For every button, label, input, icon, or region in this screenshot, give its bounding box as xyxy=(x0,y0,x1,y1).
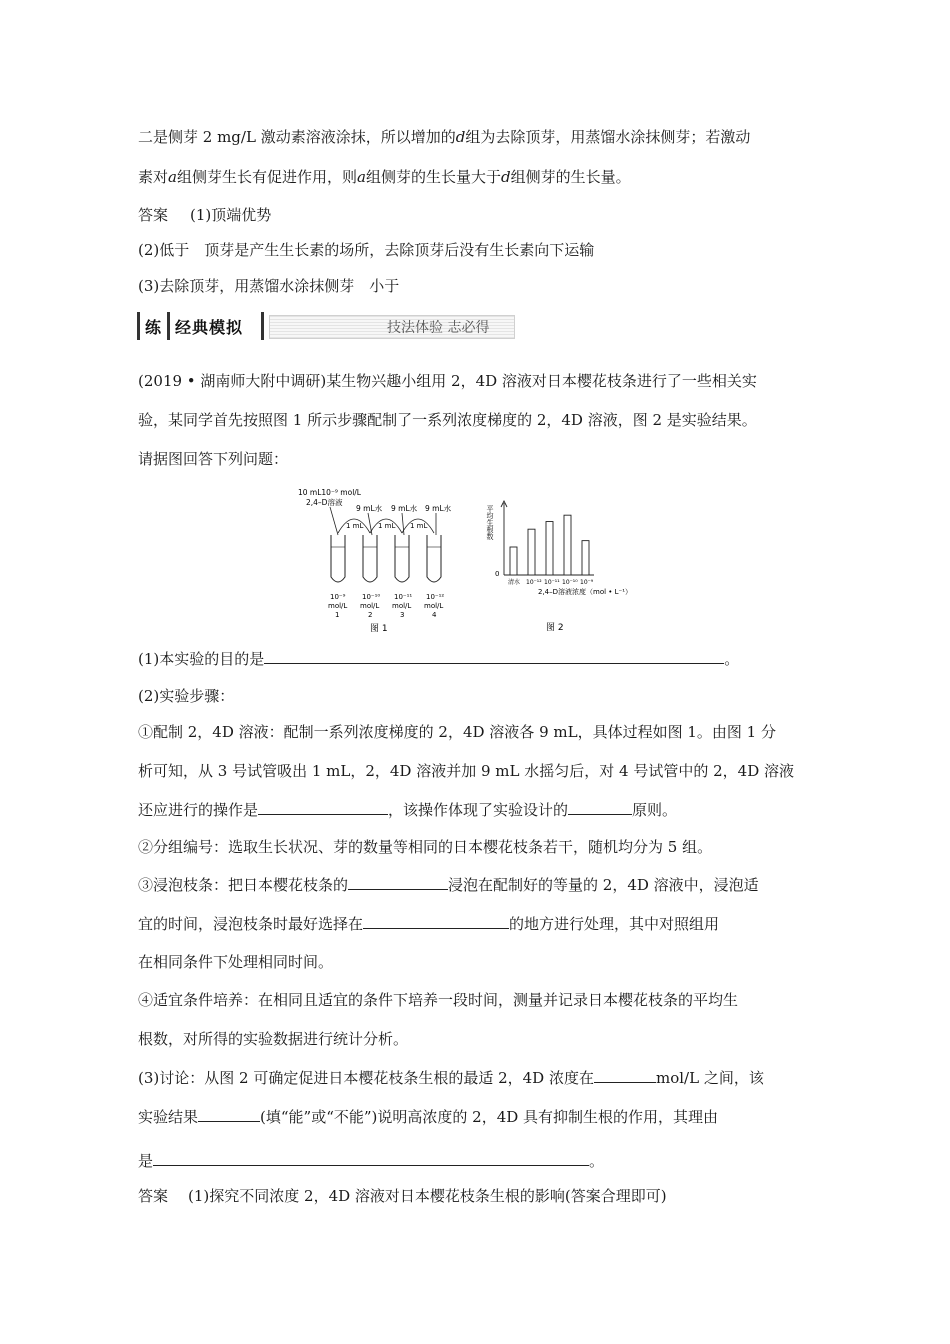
para1-line1 xyxy=(138,127,750,147)
text: (3)讨论：从图 2 可确定促进日本樱花枝条生根的最适 2，4D 浓度在 xyxy=(138,1069,594,1087)
text: 。 xyxy=(589,1152,605,1170)
fig1-top-label2: 2,4–D溶液 xyxy=(306,498,343,507)
chart-bar xyxy=(582,541,589,575)
q2-line: (2)实验步骤： xyxy=(138,687,235,705)
fig1-water-label: 9 mL水 xyxy=(391,504,418,513)
step1-line1: ①配制 2，4D 溶液：配制一系列浓度梯度的 2，4D 溶液各 9 mL，具体过程如图 1。由图 1 分 xyxy=(138,723,776,741)
text: 组侧芽生长有促进作用，则 xyxy=(176,168,357,186)
banner-divider xyxy=(261,312,264,340)
tube3-number: 3 xyxy=(400,611,405,619)
chart-tick-label: 10⁻¹⁰ xyxy=(562,579,578,586)
chart-y-label: 平均生根数 xyxy=(486,505,494,540)
answer1-line3: (3)去除顶芽，用蒸馏水涂抹侧芽 小于 xyxy=(138,277,400,295)
step4-line2: 根数，对所得的实验数据进行统计分析。 xyxy=(138,1030,409,1048)
chart-bar xyxy=(510,547,517,575)
tube2-conc: 10⁻¹⁰ xyxy=(362,593,381,601)
text: 。 xyxy=(724,650,740,668)
q3-line3 xyxy=(138,1150,604,1171)
figure2-bar-chart xyxy=(486,495,666,635)
text: 素对 xyxy=(138,168,169,186)
banner-divider xyxy=(137,312,140,340)
step1-line3 xyxy=(138,799,677,820)
question-line2: 验，某同学首先按照图 1 所示步骤配制了一系列浓度梯度的 2，4D 溶液，图 2 是实验结果。 xyxy=(138,411,757,429)
tube2-unit: mol/L xyxy=(360,602,380,610)
text: 实验结果 xyxy=(138,1108,199,1126)
tube3-conc: 10⁻¹¹ xyxy=(394,593,413,601)
text: 的地方进行处理，其中对照组用 xyxy=(509,915,720,933)
var-d: d xyxy=(500,168,511,186)
figure2-caption: 图 2 xyxy=(546,623,564,633)
text: 原则。 xyxy=(632,801,678,819)
var-a: a xyxy=(168,168,177,186)
step2-line: ②分组编号：选取生长状况、芽的数量等相同的日本樱花枝条若干，随机均分为 5 组。 xyxy=(138,838,713,856)
text: 组侧芽的生长量。 xyxy=(510,168,631,186)
para1-line2 xyxy=(138,167,631,187)
tube1-conc: 10⁻⁹ xyxy=(330,593,346,601)
q3-line2 xyxy=(138,1106,718,1127)
figure1-diagram xyxy=(290,485,470,635)
step3-line2 xyxy=(138,913,719,934)
fig1-transfer-label: 1 mL xyxy=(410,522,428,530)
test-tube-1 xyxy=(331,535,345,582)
text: 二是侧芽 2 mg/L 激动素溶液涂抹，所以增加的 xyxy=(138,128,456,146)
chart-tick-label: 清水 xyxy=(508,579,521,586)
fig1-transfer-label: 1 mL xyxy=(378,522,396,530)
chart-x-label: 2,4–D溶液浓度（mol • L⁻¹） xyxy=(538,588,633,596)
fig1-arrow xyxy=(368,513,372,535)
banner-divider xyxy=(167,312,170,340)
text: 组侧芽的生长量大于 xyxy=(365,168,501,186)
tube4-unit: mol/L xyxy=(424,602,444,610)
fig1-water-label: 9 mL水 xyxy=(356,504,383,513)
chart-tick-label: 10⁻¹¹ xyxy=(544,579,560,586)
fig1-arrow xyxy=(330,507,338,535)
chart-origin-label: 0 xyxy=(495,570,500,578)
answer-label: 答案 xyxy=(138,206,169,224)
var-d: d xyxy=(455,128,466,146)
answer1-line1 xyxy=(138,205,271,225)
q1-line xyxy=(138,648,739,669)
tube4-number: 4 xyxy=(432,611,437,619)
text: (1)本实验的目的是 xyxy=(138,650,265,668)
answer2-line xyxy=(138,1186,667,1206)
text: 组为去除顶芽，用蒸馏水涂抹侧芽；若激动 xyxy=(465,128,751,146)
answer-blank[interactable] xyxy=(153,1150,589,1166)
text: mol/L 之间，该 xyxy=(655,1069,764,1087)
step3-line3: 在相同条件下处理相同时间。 xyxy=(138,953,334,971)
answer-text: (1)顶端优势 xyxy=(190,206,272,224)
tube1-number: 1 xyxy=(335,611,340,619)
answer-blank[interactable] xyxy=(348,874,448,890)
text: 宜的时间，浸泡枝条时最好选择在 xyxy=(138,915,364,933)
fig1-water-label: 9 mL水 xyxy=(425,504,452,513)
tube4-conc: 10⁻¹² xyxy=(426,593,445,601)
answer-blank[interactable] xyxy=(258,799,388,815)
fig1-top-label1: 10 mL10⁻⁹ mol/L xyxy=(298,488,361,497)
question-line1: (2019 • 湖南师大附中调研)某生物兴趣小组用 2，4D 溶液对日本樱花枝条进行了一些相关实 xyxy=(138,372,757,390)
banner-subtitle: 技法体验 志必得 xyxy=(387,320,490,336)
chart-bar xyxy=(528,529,535,575)
answer1-line2: (2)低于 顶芽是产生生长素的场所，去除顶芽后没有生长素向下运输 xyxy=(138,241,595,259)
text: (填“能”或“不能”)说明高浓度的 2，4D 具有抑制生根的作用，其理由 xyxy=(260,1108,719,1126)
step4-line1: ④适宜条件培养：在相同且适宜的条件下培养一段时间，测量并记录日本樱花枝条的平均生 xyxy=(138,991,739,1009)
var-a: a xyxy=(356,168,366,186)
figure1-caption: 图 1 xyxy=(370,624,388,634)
tube3-unit: mol/L xyxy=(392,602,412,610)
step3-line1 xyxy=(138,874,759,895)
text: ，该操作体现了实验设计的 xyxy=(388,801,569,819)
step1-line2: 析可知，从 3 号试管吸出 1 mL，2，4D 溶液并加 9 mL 水摇匀后，对 4 号试管中的 2，4D 溶液 xyxy=(138,762,794,780)
answer-blank[interactable] xyxy=(568,799,632,815)
text: 是 xyxy=(138,1152,154,1170)
text: 浸泡在配制好的等量的 2，4D 溶液中，浸泡适 xyxy=(448,876,759,894)
tube1-unit: mol/L xyxy=(328,602,348,610)
answer-blank[interactable] xyxy=(198,1106,260,1122)
banner-title: 经典模拟 xyxy=(175,318,244,337)
chart-tick-label: 10⁻⁹ xyxy=(580,579,594,586)
text: 还应进行的操作是 xyxy=(138,801,259,819)
chart-bar xyxy=(546,522,553,575)
question-line3: 请据图回答下列问题： xyxy=(138,450,289,468)
q3-line1 xyxy=(138,1067,764,1088)
fig1-transfer-label: 1 mL xyxy=(346,522,364,530)
section-banner xyxy=(137,312,513,340)
test-tube-4 xyxy=(427,535,441,582)
answer-blank[interactable] xyxy=(594,1067,656,1083)
chart-bar xyxy=(564,515,571,575)
tube2-number: 2 xyxy=(368,611,373,619)
text: ③浸泡枝条：把日本樱花枝条的 xyxy=(138,876,349,894)
answer-label: 答案 xyxy=(138,1187,169,1205)
test-tube-3 xyxy=(395,535,409,582)
answer-blank[interactable] xyxy=(363,913,509,929)
answer-text: (1)探究不同浓度 2，4D 溶液对日本樱花枝条生根的影响(答案合理即可) xyxy=(188,1187,667,1205)
banner-practice-label: 练 xyxy=(145,318,163,337)
answer-blank[interactable] xyxy=(264,648,724,664)
chart-tick-label: 10⁻¹² xyxy=(526,579,542,586)
test-tube-2 xyxy=(363,535,377,582)
